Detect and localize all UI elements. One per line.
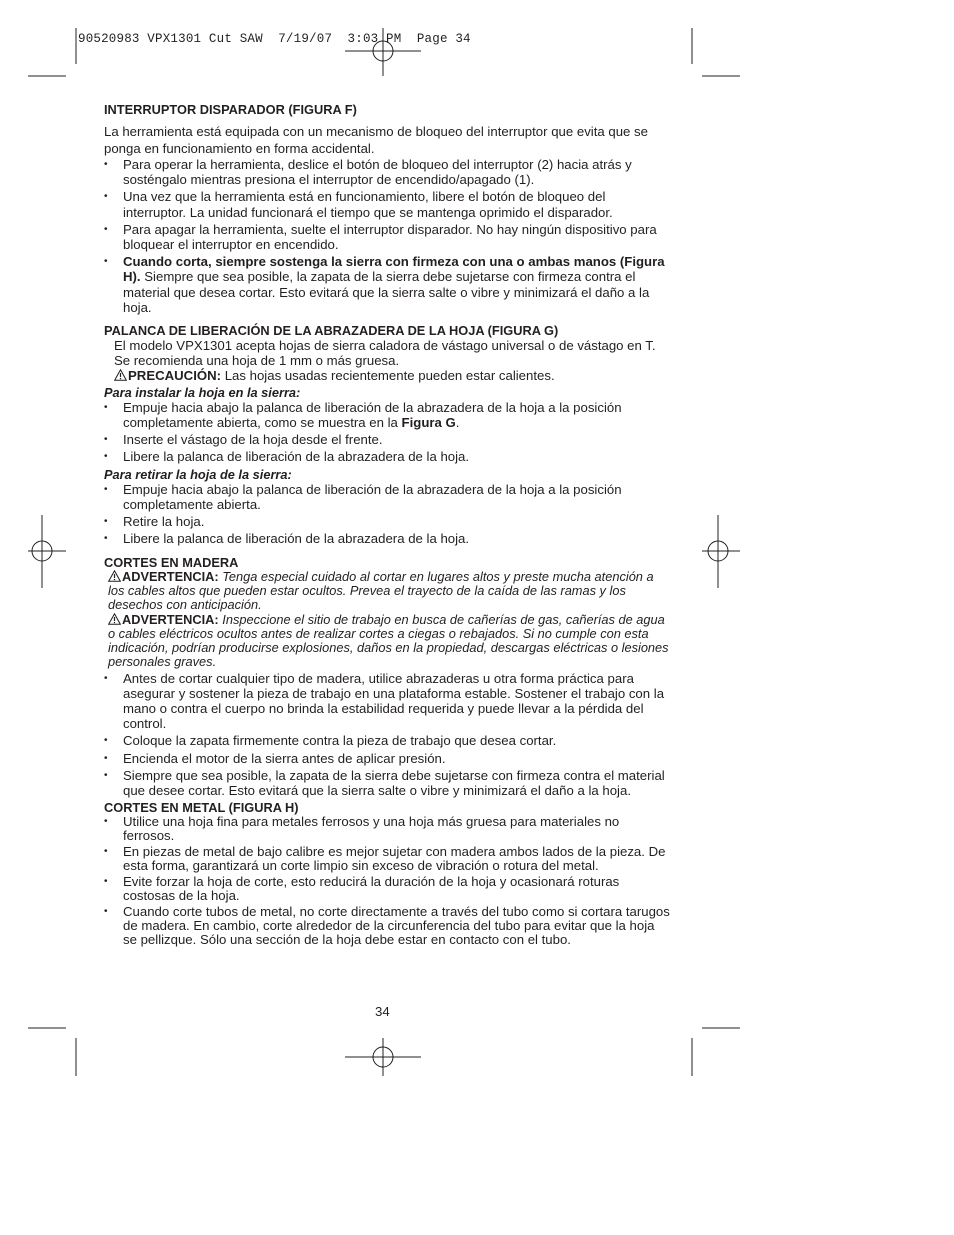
warning-text: Inspeccione el sitio de trabajo en busca de cañerías de gas, cañerías de agua o cables eléctricos ocultos antes de realizar cortes a ciegas o rebajados. Si no cumple con esta indicación, podrían producirse explosiones, daños en la propiedad, descargas eléctricas o lesiones personales graves.: [108, 611, 669, 669]
list-item: • Libere la palanca de liberación de la abrazadera de la hoja.: [104, 531, 670, 546]
list-item: • Inserte el vástago de la hoja desde el frente.: [104, 432, 670, 447]
bold-instruction: Cuando corta, siempre sostenga la sierra con firmeza con una o ambas manos (Figura H).: [123, 254, 665, 285]
warning-1: [104, 570, 670, 612]
trigger-list: [104, 157, 670, 315]
list-item: • Para operar la herramienta, deslice el botón de bloqueo del interruptor (2) hacia atrás y sosténgalo mientras presiona el interruptor de encendido/apagado (1).: [104, 157, 670, 187]
caution-note: [104, 368, 670, 383]
warning-label: ADVERTENCIA:: [122, 611, 219, 627]
registration-target-left: [28, 515, 66, 588]
instruction-text: Empuje hacia abajo la palanca de liberación de la abrazadera de la hoja a la posición completamente abierta, como se muestra en la: [123, 399, 622, 431]
warning-text: Tenga especial cuidado al cortar en lugares altos y preste mucha atención a los cables altos que pueden estar ocultos. Prevea el trayecto de la caída de las ramas y los desechos con anticipación.: [108, 568, 654, 612]
warning-2: [104, 613, 670, 669]
list-item: • Evite forzar la hoja de corte, esto reducirá la duración de la hoja y ocasionará roturas costosas de la hoja.: [104, 875, 670, 903]
figure-reference: Figura G: [401, 415, 456, 431]
install-list: [104, 400, 670, 465]
list-item: • Siempre que sea posible, la zapata de la sierra debe sujetarse con firmeza contra el material que desee cortar. Esto evitará que la sierra salte o vibre y minimizará el daño a la hoja.: [104, 768, 670, 798]
list-item: • Retire la hoja.: [104, 514, 670, 529]
page-number: 34: [375, 1004, 390, 1019]
caution-text: Las hojas usadas recientemente pueden estar calientes.: [221, 368, 555, 384]
heading-metal-cutting: CORTES EN METAL (FIGURA H): [104, 800, 299, 816]
list-item: • Encienda el motor de la sierra antes de aplicar presión.: [104, 751, 670, 766]
blade-clamp-intro: El modelo VPX1301 acepta hojas de sierra caladora de vástago universal o de vástago en T. Se recomienda una hoja de 1 mm o más gruesa.: [114, 338, 656, 369]
list-item: • Utilice una hoja fina para metales ferrosos y una hoja más gruesa para materiales no ferrosos.: [104, 815, 670, 843]
list-item: • Para apagar la herramienta, suelte el interruptor disparador. No hay ningún dispositivo para bloquear el interruptor en encendido.: [104, 222, 670, 252]
list-item: • Empuje hacia abajo la palanca de liberación de la abrazadera de la hoja a la posición completamente abierta.: [104, 482, 670, 512]
remove-list: [104, 482, 670, 547]
list-item: • Una vez que la herramienta está en funcionamiento, libere el botón de bloqueo del interruptor. La unidad funcionará el tiempo que se mantenga oprimido el disparador.: [104, 189, 670, 219]
warning-triangle-icon: [108, 613, 121, 625]
registration-target-right: [702, 515, 740, 588]
install-title: Para instalar la hoja en la sierra:: [104, 384, 301, 400]
list-item: • En piezas de metal de bajo calibre es mejor sujetar con madera ambos lados de la pieza. De esta forma, garantizará un corte limpio sin exceso de vibración o rotura del metal.: [104, 845, 670, 873]
list-item: • Antes de cortar cualquier tipo de madera, utilice abrazaderas u otra forma práctica para asegurar y sostener la pieza de trabajo en una plataforma estable. Sostener el trabajo con la mano o contra el cuerpo no brinda la estabilidad requerida y puede llevar a la pérdida del control.: [104, 671, 670, 732]
heading-wood-cutting: CORTES EN MADERA: [104, 554, 239, 570]
caution-label: PRECAUCIÓN:: [128, 368, 222, 384]
warning-triangle-icon: [114, 369, 127, 381]
list-item: [104, 254, 670, 315]
remove-title: Para retirar la hoja de la sierra:: [104, 466, 292, 482]
heading-blade-clamp: PALANCA DE LIBERACIÓN DE LA ABRAZADERA DE LA HOJA (FIGURA G): [104, 323, 559, 339]
print-slug: 90520983 VPX1301 Cut SAW 7/19/07 3:03 PM Page 34: [78, 32, 471, 46]
warning-label: ADVERTENCIA:: [122, 568, 219, 584]
wood-list: [104, 671, 670, 799]
list-item: [104, 400, 670, 430]
registration-target-bottom: [345, 1038, 421, 1076]
list-item: • Cuando corte tubos de metal, no corte directamente a través del tubo como si cortara tarugos de madera. En cambio, corte alrededor de la circunferencia del tubo para evitar que la hoja se pellizque. Sólo una sección de la hoja debe estar en contacto con el tubo.: [104, 905, 670, 947]
registration-target-top: [345, 28, 421, 76]
metal-list: [104, 815, 670, 947]
list-item: • Libere la palanca de liberación de la abrazadera de la hoja.: [104, 449, 670, 464]
instruction-text: Siempre que sea posible, la zapata de la sierra debe sujetarse con firmeza contra el material que desea cortar. Esto evitará que la sierra salte o vibre y minimizará el daño a la hoja.: [123, 269, 650, 315]
page-content: [104, 102, 670, 949]
heading-trigger-switch: INTERRUPTOR DISPARADOR (FIGURA F): [104, 102, 357, 117]
list-item: • Coloque la zapata firmemente contra la pieza de trabajo que desea cortar.: [104, 733, 670, 748]
warning-triangle-icon: [108, 570, 121, 582]
instruction-text: .: [455, 415, 460, 431]
trigger-intro: La herramienta está equipada con un mecanismo de bloqueo del interruptor que evita que se ponga en funcionamiento en forma accidental.: [104, 124, 648, 156]
